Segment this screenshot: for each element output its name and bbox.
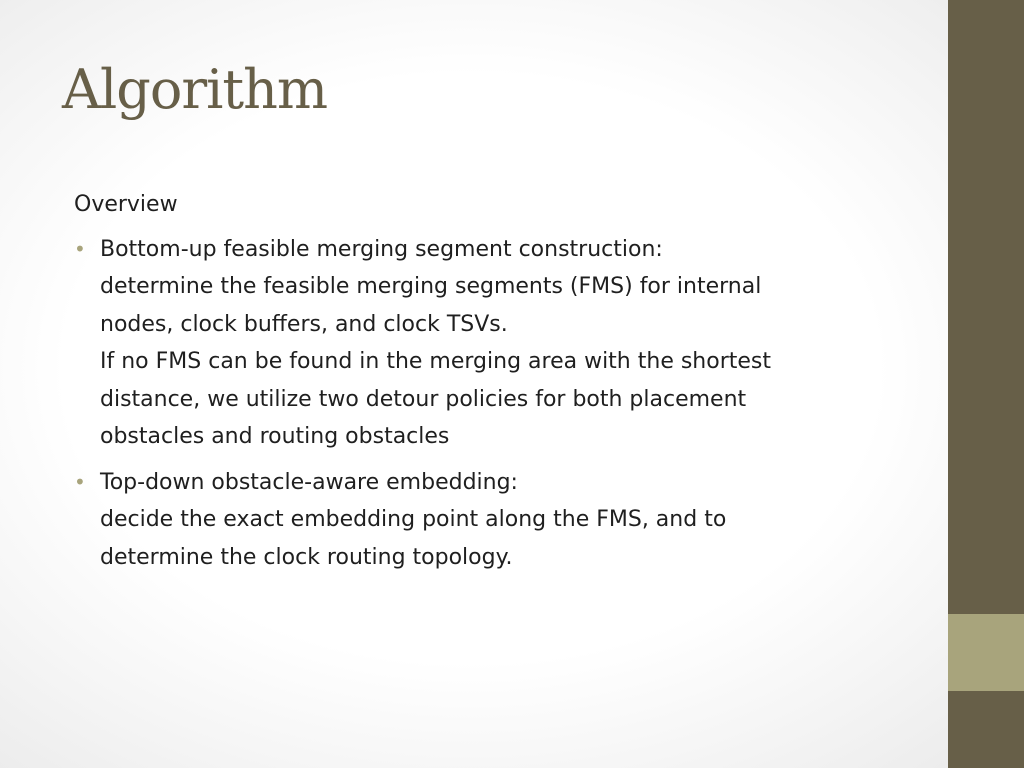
bullet-line: obstacles and routing obstacles [100,424,450,449]
bullet-heading: Bottom-up feasible merging segment construction: [100,236,663,262]
bullet-line: determine the feasible merging segments (FMS) for internal [100,274,762,299]
bullet-list [74,231,934,577]
bullet-line: determine the clock routing topology. [100,544,513,570]
bullet-line: decide the exact embedding point along the FMS, and to [100,507,727,532]
bullet-dot-icon: • [74,236,86,261]
bullet-item-top-down [74,464,934,577]
slide-body [74,186,934,584]
bullet-line: If no FMS can be found in the merging area with the shortest [100,349,771,374]
bullet-line: distance, we utilize two detour policies for both placement [100,386,747,412]
overview-heading: Overview [74,192,178,217]
bullet-line: nodes, clock buffers, and clock TSVs. [100,311,508,337]
bullet-dot-icon: • [74,469,86,494]
slide-title: Algorithm [62,58,328,121]
bullet-item-bottom-up [74,231,934,456]
bullet-heading: Top-down obstacle-aware embedding: [100,469,518,495]
right-bar-accent-block [948,614,1024,691]
